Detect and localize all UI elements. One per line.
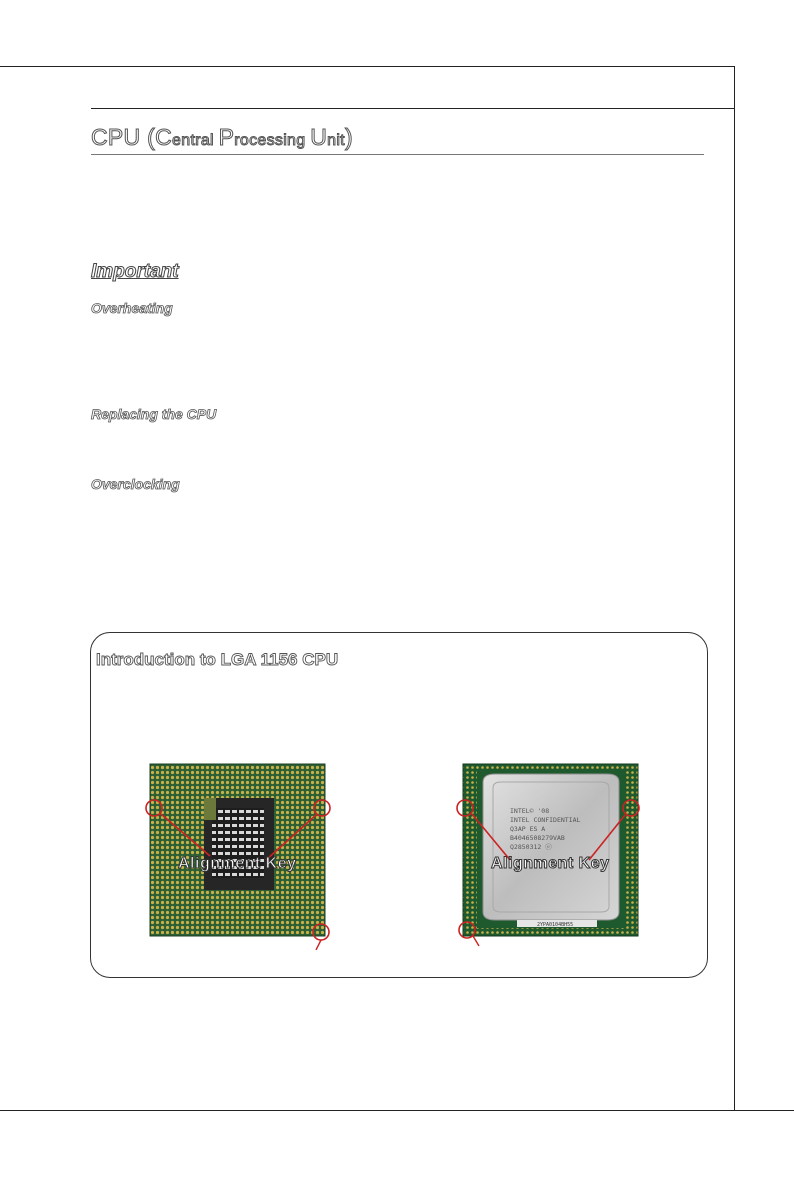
right-rule (734, 66, 735, 1111)
alignment-key-label-left: Alignment Key (178, 855, 297, 872)
serial-label: 2YPA0104BH55 (537, 922, 574, 928)
subheading-overheating: Overheating (91, 300, 173, 316)
section-title: CPU (Central Processing Unit) (91, 124, 353, 150)
ihs-text-line-2: INTEL CONFIDENTIAL (510, 816, 581, 824)
header-rule (91, 108, 735, 109)
important-heading: Important (91, 261, 179, 282)
ihs-text-line-1: INTEL© '08 (510, 807, 550, 815)
title-underline (91, 154, 704, 155)
top-rule (0, 66, 735, 67)
intro-box-title: Introduction to LGA 1156 CPU (96, 650, 339, 669)
subheading-replacing-cpu: Replacing the CPU (91, 406, 217, 422)
ihs-text-line-3: Q3AP ES A (510, 825, 546, 833)
ihs-text-line-4: B4046508279VAB (510, 834, 565, 842)
ihs-text-line-5: Q2850312 ⓔ (510, 843, 552, 851)
alignment-key-label-right: Alignment Key (491, 855, 610, 872)
bottom-rule (0, 1110, 794, 1111)
subheading-overclocking: Overclocking (91, 476, 180, 492)
